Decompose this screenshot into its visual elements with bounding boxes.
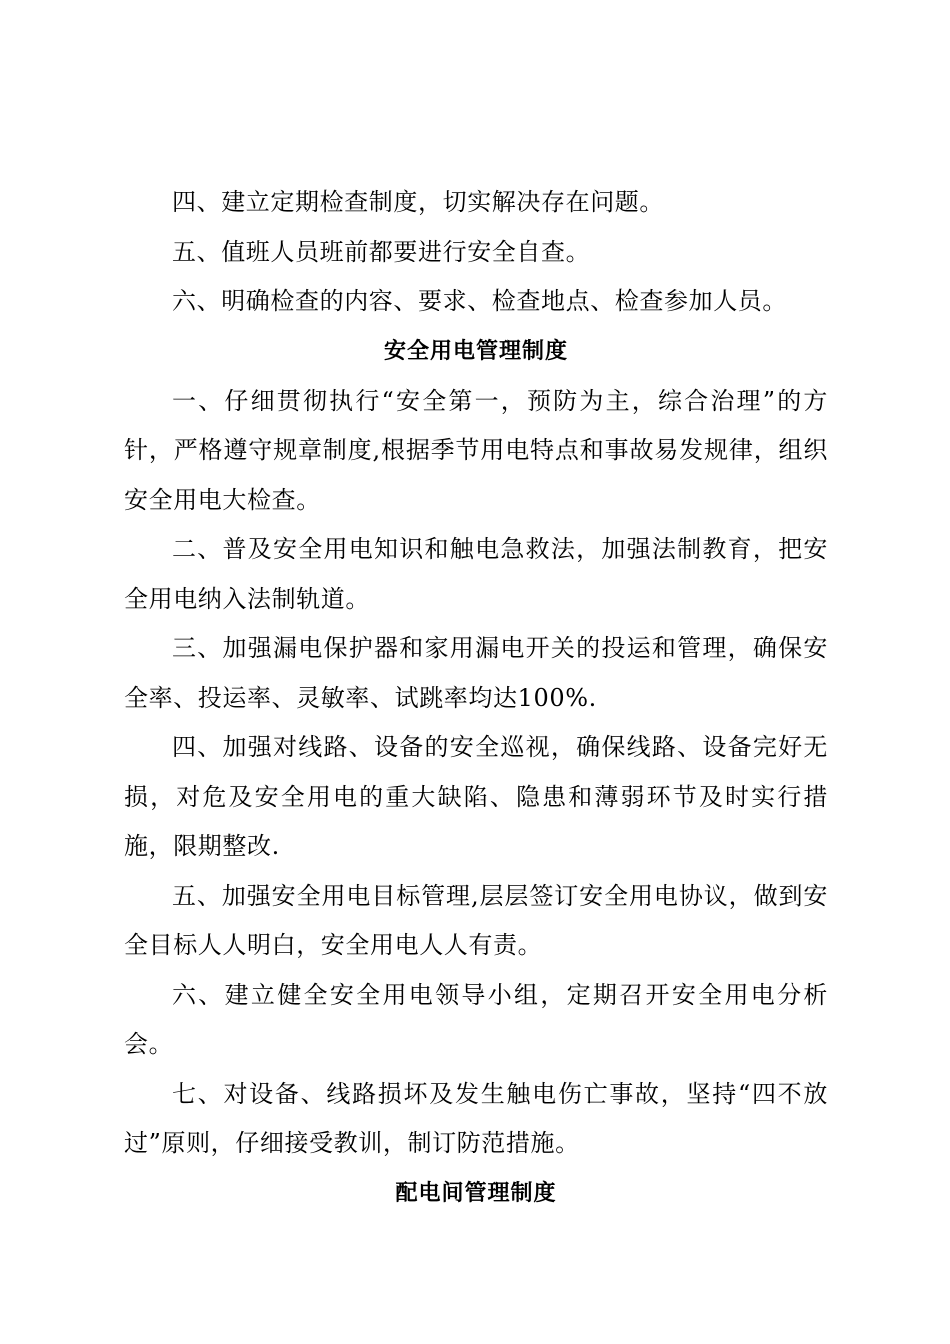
- paragraph-electric-3: 三、加强漏电保护器和家用漏电开关的投运和管理，确保安全率、投运率、灵敏率、试跳率均达100%.: [124, 634, 828, 712]
- paragraph-electric-2: 二、普及安全用电知识和触电急救法，加强法制教育，把安全用电纳入法制轨道。: [124, 535, 828, 613]
- paragraph-electric-6: 六、建立健全安全用电领导小组，定期召开安全用电分析会。: [124, 980, 828, 1058]
- paragraph-check-6: 六、明确检查的内容、要求、检查地点、检查参加人员。: [172, 287, 787, 315]
- paragraph-electric-5: 五、加强安全用电目标管理,层层签订安全用电协议，做到安全目标人人明白，安全用电人人有责。: [124, 881, 828, 959]
- document-body: [124, 178, 828, 1219]
- paragraph-check-5: 五、值班人员班前都要进行安全自查。: [172, 237, 591, 266]
- paragraph-electric-7: 七、对设备、线路损坏及发生触电伤亡事故，坚持“四不放过”原则，仔细接受教训，制订防范措施。: [124, 1079, 828, 1157]
- section-heading-electric-safety: 安全用电管理制度: [383, 338, 568, 364]
- section-heading-distribution-room: 配电间管理制度: [395, 1180, 557, 1206]
- paragraph-check-4: 四、建立定期检查制度，切实解决存在问题。: [172, 188, 664, 216]
- paragraph-electric-4: 四、加强对线路、设备的安全巡视，确保线路、设备完好无损，对危及安全用电的重大缺陷、隐患和薄弱环节及时实行措施，限期整改.: [124, 733, 828, 860]
- paragraph-electric-1: 一、仔细贯彻执行“安全第一，预防为主，综合治理”的方针，严格遵守规章制度,根据季节用电特点和事故易发规律，组织安全用电大检查。: [124, 386, 828, 514]
